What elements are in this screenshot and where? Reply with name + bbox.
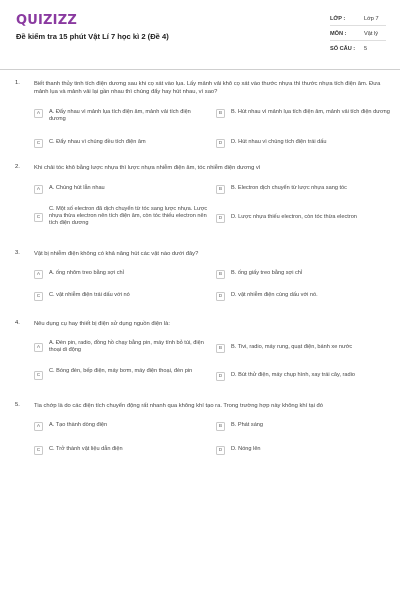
option-d[interactable]: [216, 446, 391, 455]
option-b[interactable]: [216, 270, 391, 279]
question-text: Biết thanh thủy tinh tích điện dương sau khi cọ xát vào lụa. Lấy mảnh vải khô cọ xát vào thước nhựa thì thước nhựa tích điện âm. Đưa mảnh lụa và mảnh vải lại gần nhau thì chúng đẩy hay hút nhau, vì sao?: [34, 81, 381, 96]
option-letter-box: A: [34, 343, 43, 352]
option-letter-box: C: [34, 371, 43, 380]
option-letter-box: C: [34, 213, 43, 222]
option-b[interactable]: [216, 185, 391, 194]
option-letter-box: D: [216, 139, 225, 148]
option-text: B. Tivi, radio, máy rung, quạt điện, bánh xe nước: [231, 344, 353, 350]
option-letter-box: A: [34, 185, 43, 194]
option-d[interactable]: [216, 139, 391, 148]
option-letter-box: B: [216, 344, 225, 353]
option-a[interactable]: [34, 270, 209, 279]
divider: [330, 25, 386, 26]
option-d[interactable]: [216, 292, 391, 301]
option-a[interactable]: [34, 109, 209, 123]
divider: [330, 40, 386, 41]
option-text: A. Chúng hút lẫn nhau: [49, 185, 105, 191]
option-b[interactable]: [216, 109, 391, 118]
meta-grade-value: Lớp 7: [364, 16, 379, 22]
question-text: Vật bị nhiễm điện không có khả năng hút các vật nào dưới đây?: [34, 251, 199, 257]
option-text: D. Bút thử điện, máy chụp hình, xay trái cây, radio: [231, 372, 355, 378]
option-text: A. ống nhôm treo bằng sợi chỉ: [49, 270, 124, 276]
option-c[interactable]: [34, 139, 209, 148]
question-number: 2.: [15, 164, 20, 170]
option-letter-box: D: [216, 292, 225, 301]
option-letter-box: C: [34, 139, 43, 148]
option-letter-box: C: [34, 292, 43, 301]
option-text: D. vật nhiễm điện cùng dấu với nó.: [231, 292, 318, 298]
option-text: C. Trở thành vật liệu dẫn điện: [49, 446, 123, 452]
option-c[interactable]: [34, 368, 209, 380]
option-d[interactable]: [216, 214, 394, 223]
option-text: C. Một số electron đã dịch chuyển từ tóc sang lược nhựa. Lược nhựa thừa electron nên tích điện âm, còn tóc thiếu electron nên tích điện dương: [49, 206, 208, 227]
meta-count-label: SỐ CÂU :: [330, 46, 356, 52]
question-number: 1.: [15, 80, 20, 86]
option-letter-box: B: [216, 109, 225, 118]
option-letter-box: D: [216, 214, 225, 223]
option-a[interactable]: [34, 185, 209, 194]
option-d[interactable]: [216, 372, 394, 381]
option-a[interactable]: [34, 422, 209, 431]
option-text: D. Lược nhựa thiếu electron, còn tóc thừa electron: [231, 214, 357, 220]
meta-subject-value: Vật lý: [364, 31, 378, 37]
option-letter-box: B: [216, 270, 225, 279]
question-text: Tia chớp là do các điện tích chuyển động rất nhanh qua không khí tạo ra. Trong trường hợp này không khí tại đó: [34, 403, 323, 409]
option-c[interactable]: [34, 206, 209, 228]
question-number: 4.: [15, 320, 20, 326]
meta-grade-label: LỚP :: [330, 16, 346, 22]
option-text: C. Bóng đèn, bếp điện, máy bơm, máy điện thoại, đèn pin: [49, 368, 193, 374]
option-text: B. Electron dịch chuyển từ lược nhựa sang tóc: [231, 185, 347, 191]
quizizz-logo: QUIZIZZ: [16, 13, 77, 28]
option-letter-box: D: [216, 446, 225, 455]
option-text: A. Tạo thành dòng điện: [49, 422, 108, 428]
question-text: Nêu dụng cụ hay thiết bị điện sử dụng nguồn điện là:: [34, 321, 171, 327]
question-number: 5.: [15, 402, 20, 408]
option-text: C. vật nhiễm điện trái dấu với nó: [49, 292, 130, 298]
option-c[interactable]: [34, 446, 209, 455]
option-a[interactable]: [34, 340, 209, 354]
question-number: 3.: [15, 250, 20, 256]
option-text: D. Nóng lên: [231, 446, 261, 452]
option-text: B. ống giấy treo bằng sợi chỉ: [231, 270, 303, 276]
option-letter-box: C: [34, 446, 43, 455]
option-text: D. Hút nhau vì chúng tích điện trái dấu: [231, 139, 327, 145]
option-letter-box: B: [216, 185, 225, 194]
worksheet-header: [0, 0, 400, 70]
option-text: C. Đẩy nhau vì chúng đều tích điện âm: [49, 139, 146, 145]
option-c[interactable]: [34, 292, 209, 301]
question-text: Khi chải tóc khô bằng lược nhựa thì lược nhựa nhiễm điện âm, tóc nhiễm điện dương vì: [34, 165, 261, 171]
option-letter-box: A: [34, 270, 43, 279]
option-b[interactable]: [216, 344, 391, 353]
option-letter-box: A: [34, 422, 43, 431]
option-letter-box: A: [34, 109, 43, 118]
quiz-title: Đề kiểm tra 15 phút Vật Lí 7 học kì 2 (Đề 4): [16, 32, 169, 41]
option-text: B. Phát sáng: [231, 422, 264, 428]
option-text: B. Hút nhau vì mảnh lụa tích điện âm, mảnh vải tích điện dương: [231, 109, 390, 115]
option-text: A. Đẩy nhau vì mảnh lụa tích điện âm, mảnh vải tích điện dương: [49, 109, 191, 123]
option-letter-box: D: [216, 372, 225, 381]
option-letter-box: B: [216, 422, 225, 431]
option-b[interactable]: [216, 422, 391, 431]
meta-subject-label: MÔN :: [330, 31, 347, 37]
meta-count-value: 5: [364, 46, 368, 52]
option-text: A. Đèn pin, radio, đồng hồ chạy bằng pin, máy tính bỏ túi, điện thoại di động: [49, 340, 204, 354]
